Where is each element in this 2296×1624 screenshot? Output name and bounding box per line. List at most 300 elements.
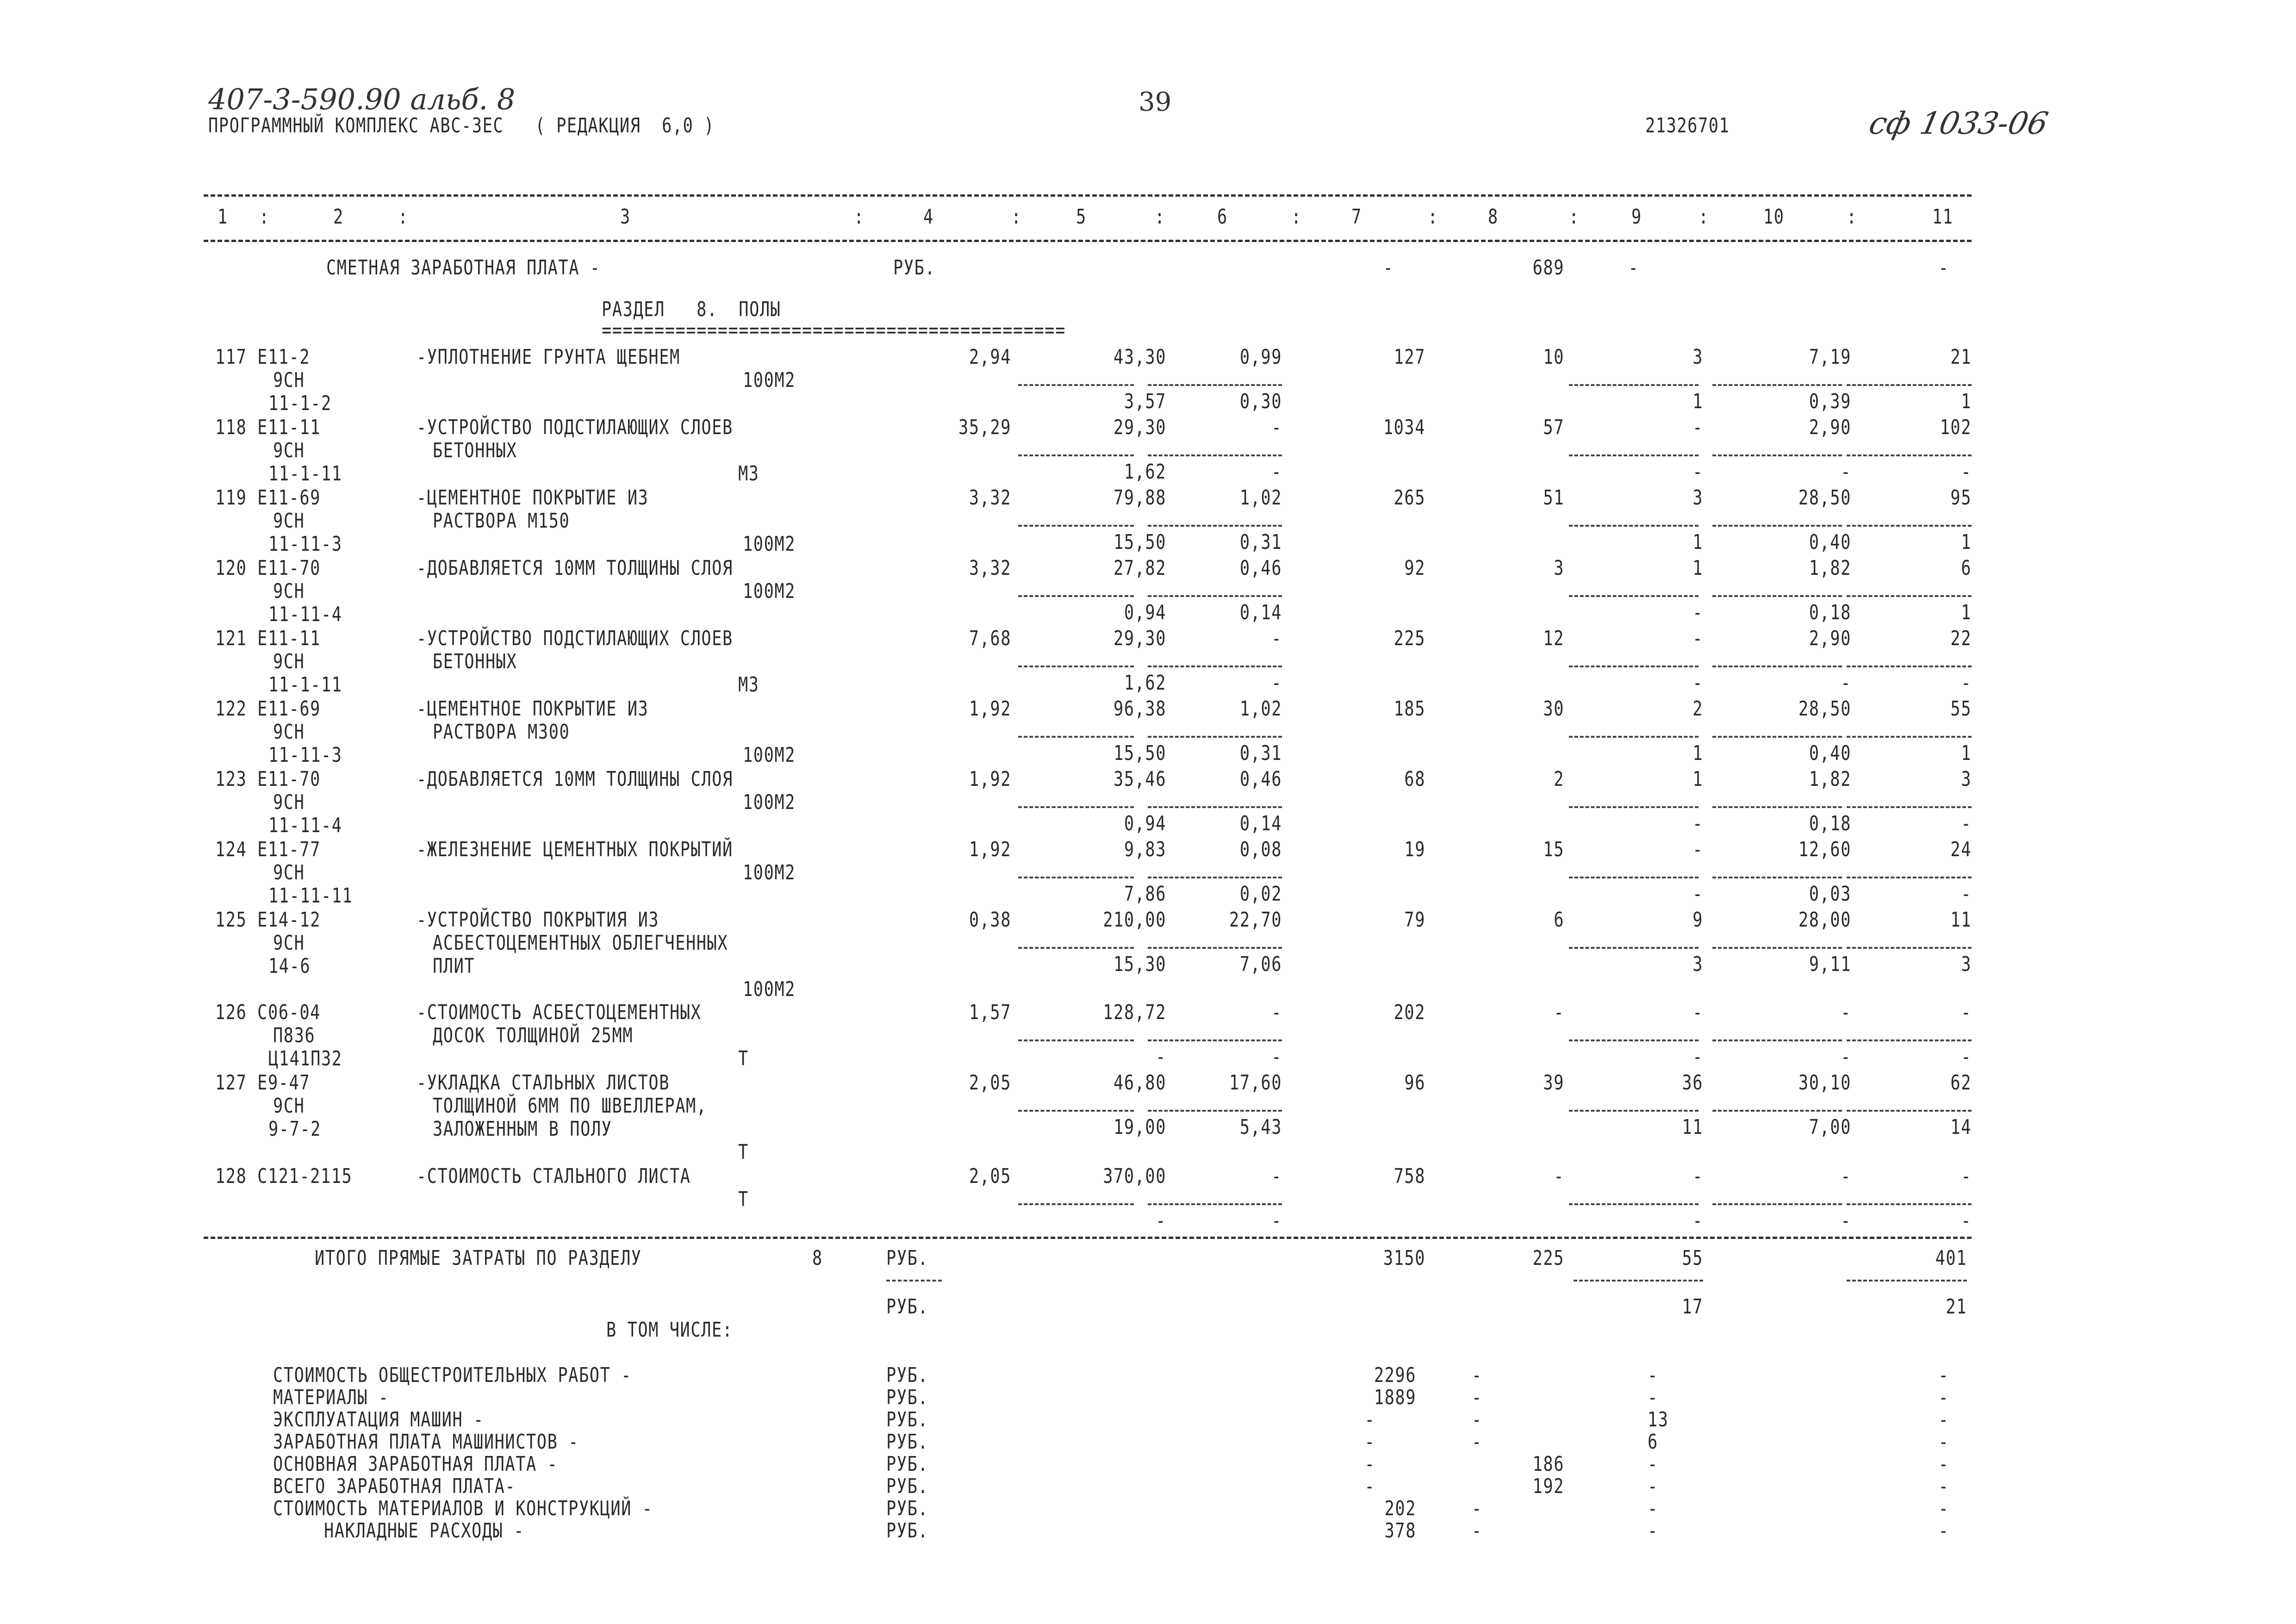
item-machines: - bbox=[1692, 627, 1703, 650]
item-machines-total: - bbox=[1961, 1164, 1972, 1188]
item-description: -УСТРОЙСТВО ПОКРЫТИЯ ИЗ bbox=[417, 908, 660, 932]
item-machinist-wage: - bbox=[1692, 1045, 1703, 1069]
sub-divider bbox=[1148, 1039, 1282, 1041]
item-number-code: 121 Е11-11 bbox=[215, 627, 321, 650]
item-quantity: 35,29 bbox=[958, 416, 1011, 439]
item-machines-total: 102 bbox=[1940, 416, 1972, 439]
item-machinist-total: 1 bbox=[1961, 741, 1972, 765]
item-number-code: 127 Е9-47 bbox=[215, 1071, 311, 1095]
item-description: -ЦЕМЕНТНОЕ ПОКРЫТИЕ ИЗ bbox=[417, 486, 649, 510]
item-machinist-rate: - bbox=[1841, 1209, 1851, 1232]
item-wage-price: 15,30 bbox=[1114, 952, 1166, 976]
item-cost-total: 1034 bbox=[1383, 416, 1425, 439]
sub-divider bbox=[1148, 384, 1282, 386]
breakdown-c11: - bbox=[1938, 1475, 1949, 1498]
column-header-cell: : bbox=[1569, 205, 1580, 229]
item-machinist-wage-price: 0,31 bbox=[1239, 530, 1282, 554]
item-wage: 51 bbox=[1543, 486, 1564, 510]
sub-divider bbox=[1712, 877, 1842, 878]
sub-divider bbox=[1847, 666, 1972, 667]
item-machinist-wage: - bbox=[1692, 460, 1703, 484]
item-machinist-rate: - bbox=[1841, 1045, 1851, 1069]
item-description: -УКЛАДКА СТАЛЬНЫХ ЛИСТОВ bbox=[417, 1071, 670, 1095]
item-wage: 12 bbox=[1543, 627, 1564, 650]
item-rate: 12,60 bbox=[1798, 838, 1851, 861]
section-underline: ============================================ bbox=[602, 318, 1066, 342]
item-wage: 2 bbox=[1554, 767, 1564, 791]
item-machines: 1 bbox=[1692, 767, 1703, 791]
sub-divider bbox=[1148, 877, 1282, 878]
item-quantity: 7,68 bbox=[969, 627, 1011, 650]
item-machines: - bbox=[1692, 1164, 1703, 1188]
item-number-code: 123 Е11-70 bbox=[215, 767, 321, 791]
column-header-cell: 6 bbox=[1217, 205, 1228, 229]
sub-divider bbox=[1847, 877, 1972, 878]
item-machinist-rate: 0,18 bbox=[1809, 601, 1851, 624]
item-quantity: 3,32 bbox=[969, 556, 1011, 580]
item-unit: 100М2 bbox=[743, 368, 796, 392]
sub-divider bbox=[1712, 525, 1842, 527]
item-norm-source: 9СН bbox=[273, 720, 305, 744]
sub-divider bbox=[1847, 384, 1972, 386]
item-price-total: 96,38 bbox=[1114, 697, 1166, 721]
item-machinist-total: - bbox=[1961, 1209, 1972, 1232]
item-machinist-wage-price: - bbox=[1271, 671, 1282, 695]
item-machinist-rate: - bbox=[1841, 460, 1851, 484]
column-header-cell: 2 bbox=[333, 205, 344, 229]
item-machinist-wage-price: 0,14 bbox=[1239, 812, 1282, 835]
item-machinist-wage-price: - bbox=[1271, 1209, 1282, 1232]
column-header-cell: 10 bbox=[1763, 205, 1785, 229]
sub-divider bbox=[1712, 806, 1842, 808]
item-rate: 28,00 bbox=[1798, 908, 1851, 932]
item-machinist-rate: 0,18 bbox=[1809, 812, 1851, 835]
sub-divider bbox=[1569, 1110, 1699, 1112]
document-code: 21326701 bbox=[1645, 114, 1730, 137]
sub-divider bbox=[1569, 384, 1699, 386]
item-norm-source: 9СН bbox=[273, 861, 305, 884]
item-rate: 2,90 bbox=[1809, 627, 1851, 650]
item-machines: 9 bbox=[1692, 908, 1703, 932]
column-header-cell: 9 bbox=[1631, 205, 1642, 229]
totals-unit: РУБ. bbox=[886, 1246, 929, 1270]
item-cost-total: 92 bbox=[1404, 556, 1425, 580]
item-reference: 11-11-11 bbox=[268, 884, 353, 908]
item-machines: 2 bbox=[1692, 697, 1703, 721]
breakdown-label: НАКЛАДНЫЕ РАСХОДЫ - bbox=[324, 1519, 525, 1543]
breakdown-label: МАТЕРИАЛЫ - bbox=[273, 1386, 389, 1409]
item-description-cont: ЗАЛОЖЕННЫМ В ПОЛУ bbox=[433, 1117, 612, 1141]
item-quantity: 1,92 bbox=[969, 838, 1011, 861]
handwritten-stamp: сф 1033-06 bbox=[1866, 106, 2052, 141]
item-machinist-wage: 1 bbox=[1692, 741, 1703, 765]
sub-divider bbox=[1712, 1039, 1842, 1041]
breakdown-unit: РУБ. bbox=[886, 1475, 929, 1498]
item-machinist-total: - bbox=[1961, 882, 1972, 906]
column-header-cell: 11 bbox=[1932, 205, 1954, 229]
item-price-total: 79,88 bbox=[1114, 486, 1166, 510]
breakdown-unit: РУБ. bbox=[886, 1363, 929, 1387]
item-wage: 57 bbox=[1543, 416, 1564, 439]
breakdown-c7: - bbox=[1364, 1475, 1375, 1498]
item-quantity: 1,92 bbox=[969, 697, 1011, 721]
column-header-cell: : bbox=[1847, 205, 1857, 229]
breakdown-c9: - bbox=[1648, 1519, 1658, 1543]
sub-divider bbox=[1148, 736, 1282, 738]
item-number-code: 126 С06-04 bbox=[215, 1001, 321, 1024]
item-norm-source: 9СН bbox=[273, 439, 305, 462]
wage-c11: - bbox=[1938, 256, 1949, 280]
program-line: ПРОГРАММНЫЙ КОМПЛЕКС АВС-3ЕС ( РЕДАКЦИЯ 6,0 ) bbox=[208, 114, 715, 137]
item-price-total: 35,46 bbox=[1114, 767, 1166, 791]
item-wage-price: 19,00 bbox=[1114, 1115, 1166, 1139]
column-header-cell: : bbox=[1699, 205, 1709, 229]
item-machinist-wage: - bbox=[1692, 1209, 1703, 1232]
item-machinist-rate: 9,11 bbox=[1809, 952, 1851, 976]
item-wage: 10 bbox=[1543, 345, 1564, 369]
column-header-cell: 3 bbox=[620, 205, 631, 229]
item-machinist-rate: 7,00 bbox=[1809, 1115, 1851, 1139]
item-machines: - bbox=[1692, 838, 1703, 861]
sub-divider bbox=[1569, 666, 1699, 667]
sub-divider bbox=[1018, 454, 1134, 456]
sub-divider bbox=[1847, 947, 1972, 949]
item-price-total: 370,00 bbox=[1103, 1164, 1166, 1188]
item-price-machines: 1,02 bbox=[1239, 697, 1282, 721]
item-norm-source: 9СН bbox=[273, 650, 305, 673]
item-machinist-wage-price: 0,30 bbox=[1239, 390, 1282, 413]
breakdown-c8: - bbox=[1472, 1386, 1482, 1409]
item-machines: 3 bbox=[1692, 486, 1703, 510]
wage-unit: РУБ. bbox=[893, 256, 936, 280]
item-machines-total: 62 bbox=[1950, 1071, 1972, 1095]
breakdown-c7: - bbox=[1364, 1408, 1375, 1431]
item-price-total: 210,00 bbox=[1103, 908, 1166, 932]
item-norm-source: 9СН bbox=[273, 931, 305, 955]
item-machines: 36 bbox=[1682, 1071, 1703, 1095]
item-cost-total: 96 bbox=[1404, 1071, 1425, 1095]
item-price-machines: - bbox=[1271, 627, 1282, 650]
item-machines: 1 bbox=[1692, 556, 1703, 580]
breakdown-unit: РУБ. bbox=[886, 1452, 929, 1476]
item-price-machines: 22,70 bbox=[1229, 908, 1282, 932]
column-header-cell: 1 bbox=[218, 205, 228, 229]
sub-divider bbox=[1569, 806, 1699, 808]
sub-divider bbox=[1148, 1203, 1282, 1205]
item-rate: 30,10 bbox=[1798, 1071, 1851, 1095]
sub-divider bbox=[1148, 666, 1282, 667]
including-label: В ТОМ ЧИСЛЕ: bbox=[606, 1318, 733, 1342]
item-wage-price: - bbox=[1156, 1209, 1166, 1232]
sub-divider bbox=[1148, 525, 1282, 527]
item-rate: - bbox=[1841, 1164, 1851, 1188]
totals-c8: 225 bbox=[1532, 1246, 1564, 1270]
table-top-rule bbox=[204, 194, 1972, 197]
item-machines: 3 bbox=[1692, 345, 1703, 369]
item-machinist-wage: 1 bbox=[1692, 390, 1703, 413]
item-price-machines: 1,02 bbox=[1239, 486, 1282, 510]
item-quantity: 2,94 bbox=[969, 345, 1011, 369]
item-machinist-wage: - bbox=[1692, 882, 1703, 906]
item-unit: 100М2 bbox=[743, 790, 796, 814]
sub-divider bbox=[1018, 877, 1134, 878]
column-header-cell: : bbox=[398, 205, 409, 229]
item-number-code: 122 Е11-69 bbox=[215, 697, 321, 721]
column-header-cell: : bbox=[1011, 205, 1022, 229]
item-unit: М3 bbox=[738, 673, 759, 697]
item-price-total: 43,30 bbox=[1114, 345, 1166, 369]
item-machinist-total: 1 bbox=[1961, 601, 1972, 624]
item-reference: 11-11-3 bbox=[268, 532, 342, 556]
column-header-cell: : bbox=[854, 205, 865, 229]
item-machines-total: 55 bbox=[1950, 697, 1972, 721]
item-machinist-total: - bbox=[1961, 812, 1972, 835]
breakdown-c8: - bbox=[1472, 1430, 1482, 1454]
totals-c9: 55 bbox=[1682, 1246, 1703, 1270]
breakdown-c7: - bbox=[1364, 1430, 1375, 1454]
breakdown-c8: 186 bbox=[1532, 1452, 1564, 1476]
item-rate: 2,90 bbox=[1809, 416, 1851, 439]
sub-divider bbox=[1712, 384, 1842, 386]
sub-divider bbox=[1018, 595, 1134, 597]
item-wage-price: 0,94 bbox=[1124, 601, 1166, 624]
item-price-total: 27,82 bbox=[1114, 556, 1166, 580]
item-quantity: 1,57 bbox=[969, 1001, 1011, 1024]
sub-divider bbox=[1569, 877, 1699, 878]
breakdown-c8: - bbox=[1472, 1519, 1482, 1543]
item-machines: - bbox=[1692, 416, 1703, 439]
breakdown-unit: РУБ. bbox=[886, 1519, 929, 1543]
item-reference: 11-11-4 bbox=[268, 603, 342, 626]
item-quantity: 2,05 bbox=[969, 1071, 1011, 1095]
item-machinist-wage-price: - bbox=[1271, 460, 1282, 484]
sub-divider bbox=[1569, 595, 1699, 597]
wage-c7: - bbox=[1383, 256, 1394, 280]
item-description-cont: БЕТОННЫХ bbox=[433, 650, 517, 673]
item-unit: М3 bbox=[738, 462, 759, 485]
item-machinist-rate: 0,39 bbox=[1809, 390, 1851, 413]
breakdown-c7: 378 bbox=[1384, 1519, 1416, 1543]
item-wage-price: 15,50 bbox=[1114, 741, 1166, 765]
totals-c11-underline bbox=[1847, 1280, 1967, 1282]
item-machines-total: 21 bbox=[1950, 345, 1972, 369]
item-wage: - bbox=[1554, 1001, 1564, 1024]
item-cost-total: 265 bbox=[1394, 486, 1425, 510]
item-machinist-wage-price: 7,06 bbox=[1239, 952, 1282, 976]
item-unit: 100М2 bbox=[743, 861, 796, 884]
item-machinist-wage-price: - bbox=[1271, 1045, 1282, 1069]
sub-divider bbox=[1847, 806, 1972, 808]
breakdown-c8: 192 bbox=[1532, 1475, 1564, 1498]
item-machinist-total: 3 bbox=[1961, 952, 1972, 976]
item-number-code: 118 Е11-11 bbox=[215, 416, 321, 439]
breakdown-unit: РУБ. bbox=[886, 1386, 929, 1409]
item-number-code: 119 Е11-69 bbox=[215, 486, 321, 510]
item-machinist-total: 1 bbox=[1961, 390, 1972, 413]
item-reference: 11-11-3 bbox=[268, 743, 342, 767]
sub-divider bbox=[1569, 736, 1699, 738]
item-machinist-wage: - bbox=[1692, 671, 1703, 695]
item-cost-total: 79 bbox=[1404, 908, 1425, 932]
breakdown-label: СТОИМОСТЬ ОБЩЕСТРОИТЕЛЬНЫХ РАБОТ - bbox=[273, 1363, 632, 1387]
item-machinist-rate: 0,40 bbox=[1809, 741, 1851, 765]
item-machinist-wage-price: 0,31 bbox=[1239, 741, 1282, 765]
breakdown-c11: - bbox=[1938, 1408, 1949, 1431]
item-machinist-wage: - bbox=[1692, 601, 1703, 624]
wage-c8: 689 bbox=[1532, 256, 1564, 280]
item-reference: 9-7-2 bbox=[268, 1117, 321, 1141]
item-machines-total: 24 bbox=[1950, 838, 1972, 861]
item-machinist-rate: - bbox=[1841, 671, 1851, 695]
sub-divider bbox=[1148, 454, 1282, 456]
item-unit: Т bbox=[738, 1047, 749, 1070]
breakdown-c9: - bbox=[1648, 1497, 1658, 1520]
sub-divider bbox=[1018, 525, 1134, 527]
sub-divider bbox=[1847, 1203, 1972, 1205]
item-wage-price: 15,50 bbox=[1114, 530, 1166, 554]
breakdown-c7: 2296 bbox=[1374, 1363, 1416, 1387]
item-wage: 15 bbox=[1543, 838, 1564, 861]
item-quantity: 0,38 bbox=[969, 908, 1011, 932]
item-unit: 100М2 bbox=[743, 743, 796, 767]
item-unit: 100М2 bbox=[743, 977, 796, 1001]
item-description-cont: ПЛИТ bbox=[433, 954, 475, 978]
item-cost-total: 202 bbox=[1394, 1001, 1425, 1024]
item-wage: - bbox=[1554, 1164, 1564, 1188]
item-description-cont: РАСТВОРА М300 bbox=[433, 720, 570, 744]
item-quantity: 3,32 bbox=[969, 486, 1011, 510]
sub-divider bbox=[1712, 1203, 1842, 1205]
wage-c9: - bbox=[1628, 256, 1639, 280]
item-description: -ЦЕМЕНТНОЕ ПОКРЫТИЕ ИЗ bbox=[417, 697, 649, 721]
item-rate: 28,50 bbox=[1798, 486, 1851, 510]
item-machinist-total: - bbox=[1961, 671, 1972, 695]
breakdown-c11: - bbox=[1938, 1452, 1949, 1476]
item-norm-source: 9СН bbox=[273, 790, 305, 814]
totals-rule bbox=[204, 1237, 1972, 1239]
item-norm-source: 9СН bbox=[273, 1094, 305, 1118]
breakdown-c9: - bbox=[1648, 1452, 1658, 1476]
item-cost-total: 19 bbox=[1404, 838, 1425, 861]
item-reference: 14-6 bbox=[268, 954, 311, 978]
sub-divider bbox=[1847, 1110, 1972, 1112]
breakdown-c11: - bbox=[1938, 1386, 1949, 1409]
item-machinist-total: - bbox=[1961, 1045, 1972, 1069]
item-cost-total: 127 bbox=[1394, 345, 1425, 369]
item-cost-total: 68 bbox=[1404, 767, 1425, 791]
sub-divider bbox=[1018, 666, 1134, 667]
breakdown-c9: - bbox=[1648, 1475, 1658, 1498]
item-cost-total: 758 bbox=[1394, 1164, 1425, 1188]
sub-divider bbox=[1018, 736, 1134, 738]
item-machines-total: - bbox=[1961, 1001, 1972, 1024]
item-machinist-total: - bbox=[1961, 460, 1972, 484]
item-wage: 6 bbox=[1554, 908, 1564, 932]
totals-c7: 3150 bbox=[1383, 1246, 1425, 1270]
item-number-code: 125 Е14-12 bbox=[215, 908, 321, 932]
breakdown-c11: - bbox=[1938, 1519, 1949, 1543]
album-reference: 407-3-590.90 альб. 8 bbox=[208, 82, 516, 116]
breakdown-unit: РУБ. bbox=[886, 1408, 929, 1431]
breakdown-c8: - bbox=[1472, 1497, 1482, 1520]
item-reference: 11-11-4 bbox=[268, 814, 342, 837]
item-cost-total: 225 bbox=[1394, 627, 1425, 650]
item-wage: 30 bbox=[1543, 697, 1564, 721]
sub-divider bbox=[1712, 595, 1842, 597]
item-machines-total: 3 bbox=[1961, 767, 1972, 791]
breakdown-label: СТОИМОСТЬ МАТЕРИАЛОВ И КОНСТРУКЦИЙ - bbox=[273, 1497, 653, 1520]
totals-section-number: 8 bbox=[812, 1246, 823, 1270]
sub-divider bbox=[1148, 1110, 1282, 1112]
item-price-machines: 0,46 bbox=[1239, 767, 1282, 791]
item-norm-source: 9СН bbox=[273, 579, 305, 603]
item-machinist-wage: 11 bbox=[1682, 1115, 1703, 1139]
column-header-cell: 7 bbox=[1351, 205, 1362, 229]
item-description-cont: АСБЕСТОЦЕМЕНТНЫХ ОБЛЕГЧЕННЫХ bbox=[433, 931, 728, 955]
sub-divider bbox=[1712, 736, 1842, 738]
item-machinist-total: 1 bbox=[1961, 530, 1972, 554]
item-price-machines: 0,08 bbox=[1239, 838, 1282, 861]
item-cost-total: 185 bbox=[1394, 697, 1425, 721]
breakdown-unit: РУБ. bbox=[886, 1497, 929, 1520]
sub-divider bbox=[1712, 1110, 1842, 1112]
column-header-cell: : bbox=[259, 205, 270, 229]
totals-c11-2: 21 bbox=[1946, 1295, 1967, 1319]
item-machinist-wage: 1 bbox=[1692, 530, 1703, 554]
sub-divider bbox=[1847, 736, 1972, 738]
item-price-machines: - bbox=[1271, 1001, 1282, 1024]
item-unit: Т bbox=[738, 1140, 749, 1164]
sub-divider bbox=[1018, 1039, 1134, 1041]
item-machinist-wage-price: 0,14 bbox=[1239, 601, 1282, 624]
breakdown-c7: - bbox=[1364, 1452, 1375, 1476]
item-norm-source: П836 bbox=[273, 1024, 316, 1047]
item-unit: 100М2 bbox=[743, 532, 796, 556]
breakdown-label: ЗАРАБОТНАЯ ПЛАТА МАШИНИСТОВ - bbox=[273, 1430, 579, 1454]
sub-divider bbox=[1148, 595, 1282, 597]
breakdown-c7: 202 bbox=[1384, 1497, 1416, 1520]
sub-divider bbox=[1018, 1110, 1134, 1112]
sub-divider bbox=[1847, 454, 1972, 456]
item-machinist-wage-price: 0,02 bbox=[1239, 882, 1282, 906]
item-machinist-rate: 0,40 bbox=[1809, 530, 1851, 554]
item-description: -УСТРОЙСТВО ПОДСТИЛАЮЩИХ СЛОЕВ bbox=[417, 627, 733, 650]
item-price-machines: 17,60 bbox=[1229, 1071, 1282, 1095]
breakdown-c8: - bbox=[1472, 1363, 1482, 1387]
item-price-machines: 0,46 bbox=[1239, 556, 1282, 580]
item-wage-price: 0,94 bbox=[1124, 812, 1166, 835]
item-machines-total: 22 bbox=[1950, 627, 1972, 650]
breakdown-label: ВСЕГО ЗАРАБОТНАЯ ПЛАТА- bbox=[273, 1475, 516, 1498]
page-number: 39 bbox=[1139, 87, 1172, 117]
sub-divider bbox=[1847, 1039, 1972, 1041]
column-header-rule bbox=[204, 240, 1972, 242]
item-price-machines: 0,99 bbox=[1239, 345, 1282, 369]
breakdown-c11: - bbox=[1938, 1363, 1949, 1387]
sub-divider bbox=[1712, 947, 1842, 949]
item-wage-price: 1,62 bbox=[1124, 671, 1166, 695]
item-machinist-wage: - bbox=[1692, 812, 1703, 835]
breakdown-label: ЭКСПЛУАТАЦИЯ МАШИН - bbox=[273, 1408, 484, 1431]
totals-c9-2: 17 bbox=[1682, 1295, 1703, 1319]
item-price-total: 9,83 bbox=[1124, 838, 1166, 861]
item-description-cont: РАСТВОРА М150 bbox=[433, 509, 570, 533]
sub-divider bbox=[1847, 525, 1972, 527]
sub-divider bbox=[1018, 384, 1134, 386]
breakdown-c7: 1889 bbox=[1374, 1386, 1416, 1409]
sub-divider bbox=[1569, 525, 1699, 527]
item-description: -СТОИМОСТЬ АСБЕСТОЦЕМЕНТНЫХ bbox=[417, 1001, 702, 1024]
